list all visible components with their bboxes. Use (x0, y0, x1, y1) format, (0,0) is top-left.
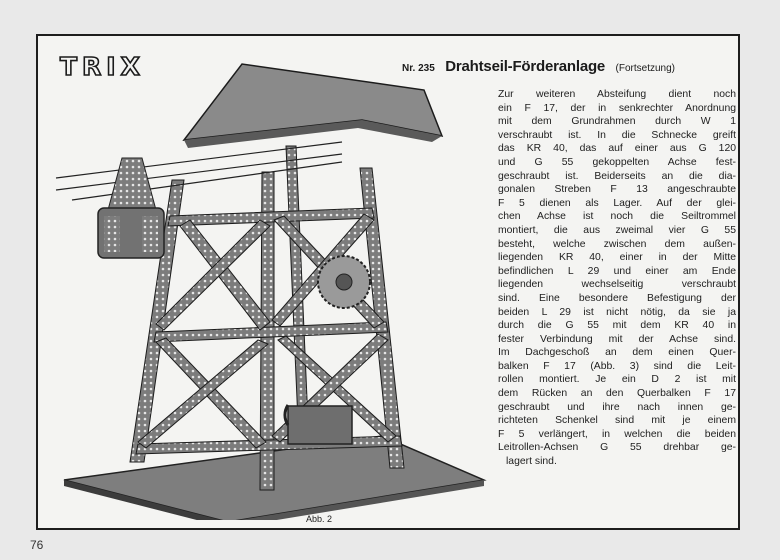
figure-caption: Abb. 2 (306, 514, 333, 524)
text-line: dem Rücken an den Querbalken F 17 (498, 388, 736, 400)
text-line: Zur weiteren Absteifung dient noch (498, 89, 736, 100)
text-line: das KR 40, das auf einer aus G 120 (498, 143, 736, 155)
text-line: balken F 17 (Abb. 3) sind die Leit- (498, 360, 736, 372)
cables (56, 142, 342, 200)
motor (288, 406, 352, 444)
tower-frame (130, 146, 404, 490)
text-line: liegenden KR 40, einer in der Mitte (498, 252, 736, 264)
text-line: besteht, welche zwischen dem außen- (498, 238, 736, 250)
text-line: Leitrollen-Achsen G 55 drehbar ge- (498, 442, 736, 454)
description-text (498, 88, 736, 469)
text-line: geschraubt und ihre nach innen ge- (498, 401, 736, 413)
text-line: mit dem Grundrahmen durch W 1 (498, 116, 736, 128)
text-line: F 5 verlängert, in welchen die beiden (498, 428, 736, 440)
catalog-page (36, 34, 740, 530)
text-line: F 5 dienen als Lager. Auf der glei- (498, 197, 736, 209)
text-line: rollen montiert. Je ein D 2 ist mit (498, 374, 736, 386)
tower-crane-illustration (52, 50, 492, 520)
text-line: verschraubt ist. In die Schnecke greift (498, 129, 736, 141)
text-line: fester Verbindung mit der Achse sind. (498, 333, 736, 345)
text-line: gonalen Streben F 13 angeschraubte (498, 184, 736, 196)
text-line: montiert, die aus zweimal vier G 55 (498, 224, 736, 236)
page-subtitle: (Fortsetzung) (615, 63, 675, 74)
cable-bucket (98, 158, 164, 258)
page-heading (402, 58, 675, 76)
page-title: Drahtseil-Förderanlage (445, 58, 606, 75)
text-line: liegenden wechselseitig verschraubt (498, 279, 736, 291)
text-line: und G 55 gekoppelten Achse fest- (498, 156, 736, 168)
text-line: befindlichen L 29 und einer am Ende (498, 265, 736, 277)
text-line: richteten Schenkel sind mit je einem (498, 415, 736, 427)
text-line: lagert sind. (506, 456, 557, 468)
text-line: sind. Eine besondere Befestigung der (498, 292, 736, 304)
text-line: chen Achse ist noch die Seiltrommel (498, 211, 736, 223)
text-line: geschraubt ist. Beiderseits an die dia- (498, 170, 736, 182)
page-number: 76 (30, 538, 44, 552)
text-line: beiden L 29 ist nicht nötig, da sie ja (498, 306, 736, 318)
text-line: ein F 17, der in senkrechter Anordnung (498, 102, 736, 114)
model-number: Nr. 235 (402, 63, 435, 74)
text-line: Im Dachgeschoß an dem einen Quer- (498, 347, 736, 359)
text-line: durch die G 55 mit dem KR 40 in (498, 320, 736, 332)
trix-logo: TRIX (60, 52, 145, 81)
